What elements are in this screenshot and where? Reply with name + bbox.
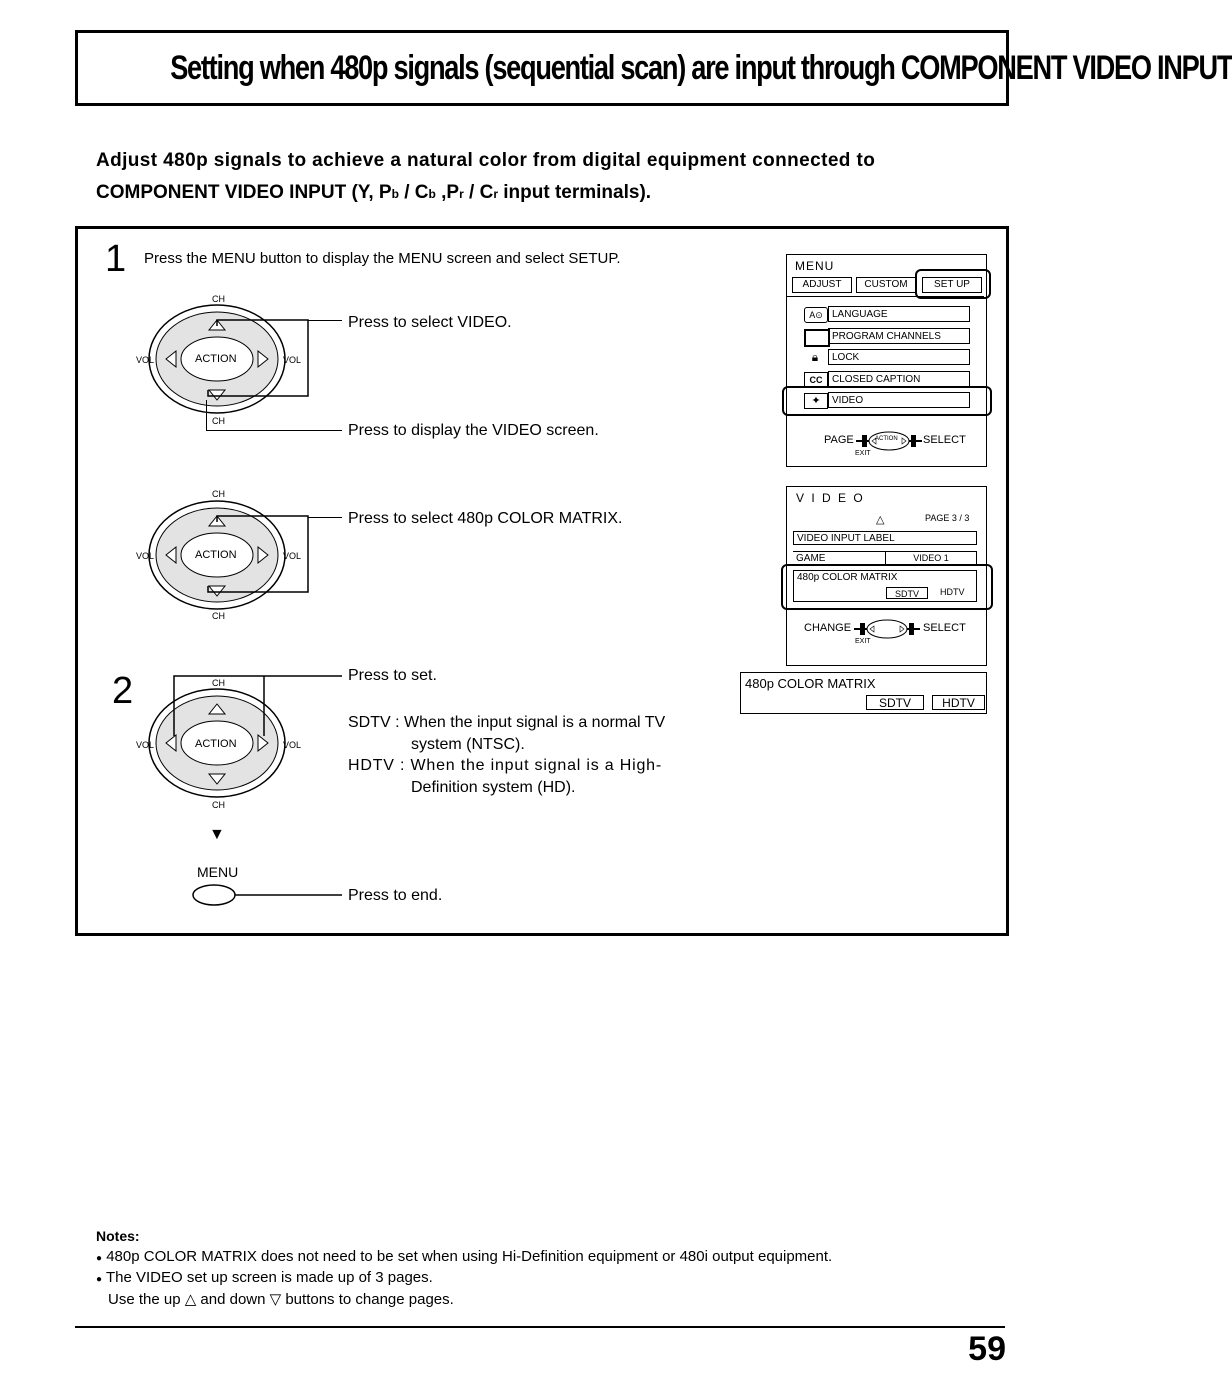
- highlight-setup: [915, 269, 991, 299]
- menu-item-program-channels: PROGRAM CHANNELS: [828, 328, 970, 344]
- action-label: ACTION: [195, 549, 237, 561]
- video-icon: ✦: [804, 393, 828, 409]
- instr-sdtv-cont: system (NTSC).: [411, 736, 525, 753]
- video-input-label-row: VIDEO INPUT LABEL: [793, 531, 977, 545]
- vol-label: VOL: [136, 355, 155, 365]
- instr-set: Press to set.: [348, 667, 437, 684]
- color-matrix-display-label: 480p COLOR MATRIX: [745, 676, 876, 691]
- page-label: PAGE: [824, 434, 854, 446]
- exit-label: EXIT: [855, 450, 871, 457]
- instr-select-matrix: Press to select 480p COLOR MATRIX.: [348, 510, 623, 527]
- bottom-rule: [75, 1326, 1005, 1328]
- vol-label: VOL: [136, 740, 155, 750]
- subtitle-line-1: Adjust 480p signals to achieve a natural color from digital equipment connected to: [96, 150, 876, 171]
- note-item-2-cont: Use the up △ and down ▽ buttons to change pages.: [108, 1291, 454, 1308]
- menu-label: MENU: [197, 864, 239, 880]
- ch-label: CH: [212, 611, 225, 621]
- sdtv-option: SDTV: [886, 587, 928, 599]
- menu-button: [190, 882, 350, 912]
- divider: [787, 296, 984, 297]
- tab-setup: SET UP: [922, 277, 982, 293]
- instr-hdtv: HDTV : When the input signal is a High-: [348, 757, 662, 774]
- leader-line: [206, 400, 209, 430]
- instr-select-video: Press to select VIDEO.: [348, 314, 512, 331]
- hdtv-option: HDTV: [940, 587, 965, 597]
- sdtv-selected: SDTV: [866, 695, 924, 710]
- page-number: 59: [968, 1330, 1006, 1368]
- tab-custom: CUSTOM: [856, 277, 916, 293]
- instr-display-video: Press to display the VIDEO screen.: [348, 422, 599, 439]
- color-matrix-label: 480p COLOR MATRIX: [797, 572, 898, 583]
- vol-label: VOL: [283, 740, 302, 750]
- nav-button-icon: [854, 618, 920, 640]
- leader-line: [308, 517, 342, 518]
- tab-adjust: ADJUST: [792, 277, 852, 293]
- note-item-1: ● 480p COLOR MATRIX does not need to be set when using Hi-Definition equipment or 480i output equipment.: [96, 1248, 833, 1265]
- exit-label: EXIT: [855, 638, 871, 645]
- notes-heading: Notes:: [96, 1228, 140, 1244]
- down-triangle-icon: ▼: [209, 826, 225, 843]
- step-2-number: 2: [112, 670, 134, 712]
- language-icon: A⊙: [804, 307, 828, 323]
- select-label: SELECT: [923, 434, 966, 446]
- instr-hdtv-cont: Definition system (HD).: [411, 779, 576, 796]
- remote-pad-3: [130, 672, 350, 812]
- program-channels-icon: [804, 329, 830, 347]
- ch-label: CH: [212, 489, 225, 499]
- highlight-video: [782, 386, 992, 416]
- ch-label: CH: [212, 416, 225, 426]
- select-label: SELECT: [923, 622, 966, 634]
- ch-label: CH: [212, 294, 225, 304]
- change-label: CHANGE: [804, 622, 852, 634]
- up-arrow-icon: △: [876, 514, 885, 526]
- lock-icon: 🔒︎: [811, 350, 819, 364]
- vol-label: VOL: [136, 551, 155, 561]
- vol-label: VOL: [283, 355, 302, 365]
- closed-caption-icon: CC: [804, 372, 828, 388]
- leader-line: [308, 320, 342, 321]
- menu-screen-title: MENU: [795, 259, 835, 273]
- menu-item-language: LANGUAGE: [828, 306, 970, 322]
- game-row: GAME: [793, 551, 977, 565]
- highlight-color-matrix: [781, 564, 993, 610]
- bullet-icon: ●: [96, 1274, 103, 1285]
- menu-item-closed-caption: CLOSED CAPTION: [828, 371, 970, 387]
- leader-line: [206, 430, 342, 431]
- page-title: Setting when 480p signals (sequential scan) are input through COMPONENT VIDEO INPUT: [170, 49, 1232, 87]
- step-1-instruction: Press the MENU button to display the MENU screen and select SETUP.: [144, 250, 621, 267]
- vol-label: VOL: [283, 551, 302, 561]
- step-1-number: 1: [105, 238, 127, 280]
- ch-label: CH: [212, 678, 225, 688]
- note-item-2: ● The VIDEO set up screen is made up of 3 pages.: [96, 1269, 433, 1286]
- subtitle-line-2: COMPONENT VIDEO INPUT (Y, Pb / Cb ,Pr / Cr input terminals).: [96, 182, 652, 203]
- page-indicator: PAGE 3 / 3: [925, 513, 970, 523]
- instr-sdtv: SDTV : When the input signal is a normal TV: [348, 714, 666, 731]
- action-label: ACTION: [195, 353, 237, 365]
- action-mini-label: ACTION: [875, 436, 898, 442]
- video1-value: VIDEO 1: [885, 551, 977, 565]
- menu-item-video: VIDEO: [828, 392, 970, 408]
- menu-item-lock: LOCK: [828, 349, 970, 365]
- video-screen-title: V I D E O: [796, 491, 865, 505]
- ch-label: CH: [212, 800, 225, 810]
- action-label: ACTION: [195, 738, 237, 750]
- bullet-icon: ●: [96, 1253, 103, 1264]
- hdtv-option: HDTV: [932, 695, 985, 710]
- instr-end: Press to end.: [348, 887, 443, 904]
